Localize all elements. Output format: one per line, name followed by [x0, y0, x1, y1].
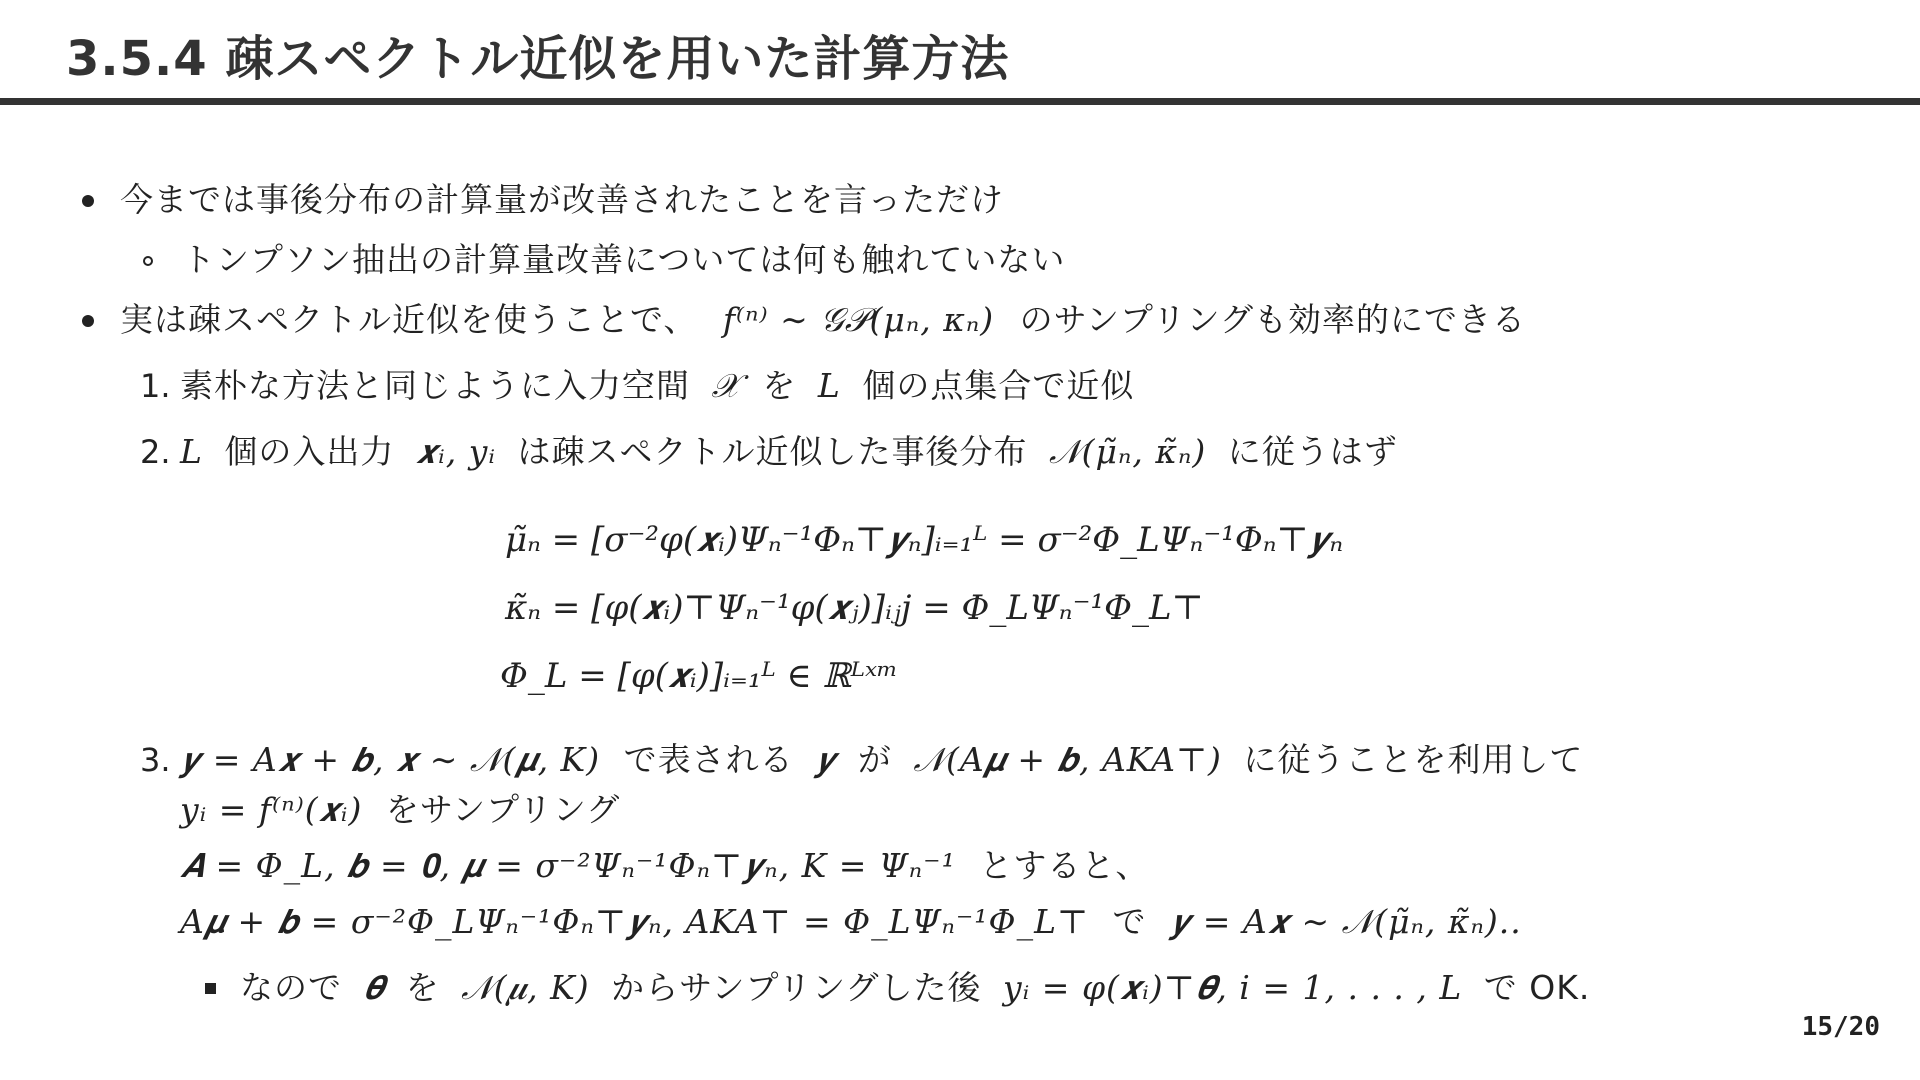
step-2-line — [180, 430, 1398, 474]
step-3-sub-text-a: なので — [240, 968, 342, 1007]
step-3-line-2-math: yᵢ = f⁽ⁿ⁾(𝒙ᵢ) — [180, 790, 363, 829]
step-3-sub-math-a: 𝜽 — [363, 968, 385, 1007]
step-3-math-b: 𝒚 — [815, 740, 837, 779]
step-3-line-4-math-a: A𝝁 + 𝒃 = σ⁻²Φ_LΨₙ⁻¹Φₙ⊤𝒚ₙ, AKA⊤ = Φ_LΨₙ⁻¹Φ_L⊤ — [180, 902, 1090, 941]
step-1-math-b: L — [817, 366, 841, 405]
step-2-text-c: に従うはず — [1227, 432, 1398, 471]
bullet-2-suffix: のサンプリングも効率的にできる — [1019, 300, 1526, 339]
title-underline — [0, 98, 1920, 105]
bullet-2-math: f⁽ⁿ⁾ ∼ 𝒢𝒫(μₙ, κₙ) — [722, 300, 995, 339]
step-1-number: 1. — [140, 367, 171, 405]
step-3-line-2-text: をサンプリング — [385, 790, 621, 829]
equation-kappa-tilde: κ̃ₙ = [φ(𝒙ᵢ)⊤Ψₙ⁻¹φ(𝒙ⱼ)]ᵢⱼj = Φ_LΨₙ⁻¹Φ_L⊤ — [505, 588, 1204, 628]
step-1-text-c: 個の点集合で近似 — [862, 366, 1135, 405]
step-1-text-a: 素朴な方法と同じように入力空間 — [180, 366, 690, 405]
bullet-circle-icon — [143, 256, 153, 266]
step-3-line-4-text: で — [1112, 902, 1147, 941]
step-3-sub-text-c: からサンプリングした後 — [611, 968, 982, 1007]
equation-mu-tilde: μ̃ₙ = [σ⁻²φ(𝒙ᵢ)Ψₙ⁻¹Φₙ⊤𝒚ₙ]ᵢ₌₁ᴸ = σ⁻²Φ_LΨₙ⁻¹Φₙ⊤𝒚ₙ — [505, 520, 1344, 560]
step-3-math-a: 𝒚 = A𝒙 + 𝒃, 𝒙 ∼ 𝒩(𝝁, K) — [180, 740, 601, 779]
bullet-1-text: 今までは事後分布の計算量が改善されたことを言っただけ — [120, 180, 1004, 219]
step-2-number: 2. — [140, 433, 171, 471]
step-3-line-3-text: とすると、 — [979, 846, 1150, 885]
step-3-text-b: が — [857, 740, 892, 779]
equation-phi-l: Φ_L = [φ(𝒙ᵢ)]ᵢ₌₁ᴸ ∈ ℝᴸˣᵐ — [500, 656, 898, 696]
slide-title: 3.5.4 疎スペクトル近似を用いた計算方法 — [66, 31, 1010, 87]
step-3-line-3 — [180, 844, 1149, 888]
step-3-line-4-math-b: 𝒚 = A𝒙 ∼ 𝒩(μ̃ₙ, κ̃ₙ).. — [1170, 902, 1522, 941]
step-3-line-1 — [180, 738, 1583, 782]
step-2-text-a: 個の入出力 — [224, 432, 395, 471]
step-1-math-a: 𝒳 — [711, 366, 741, 405]
step-3-sub-math-b: 𝒩(𝝁, K) — [461, 968, 590, 1007]
bullet-dot-icon — [82, 195, 94, 207]
step-3-number: 3. — [140, 741, 171, 779]
step-3-line-4 — [180, 900, 1522, 944]
step-2-text-b: は疎スペクトル近似した事後分布 — [517, 432, 1028, 471]
page-number: 15/20 — [1801, 1012, 1880, 1042]
bullet-2-prefix: 実は疎スペクトル近似を使うことで、 — [120, 300, 698, 339]
bullet-square-icon — [205, 983, 216, 994]
step-3-line-3-math: 𝑨 = Φ_L, 𝒃 = 𝟎, 𝝁 = σ⁻²Ψₙ⁻¹Φₙ⊤𝒚ₙ, K = Ψₙ⁻¹ — [180, 846, 956, 885]
step-3-math-c: 𝒩(A𝝁 + 𝒃, AKA⊤) — [913, 740, 1222, 779]
step-3-sub-math-c: yᵢ = φ(𝒙ᵢ)⊤𝜽, i = 1, . . . , L — [1003, 968, 1463, 1007]
step-3-sub-text-b: を — [405, 968, 440, 1007]
bullet-2-line — [120, 298, 1526, 342]
step-2-math-b: 𝒙ᵢ, yᵢ — [415, 432, 497, 471]
step-2-math-a: L — [180, 432, 203, 471]
step-3-sub-line — [240, 966, 1590, 1010]
step-3-sub-text-d: で OK. — [1483, 968, 1591, 1007]
step-1-text-b: を — [762, 366, 797, 405]
step-3-text-a: で表される — [623, 740, 794, 779]
bullet-dot-icon — [82, 315, 94, 327]
bullet-1-sub-text: トンプソン抽出の計算量改善については何も触れていない — [182, 240, 1066, 279]
step-1-line — [180, 364, 1134, 408]
step-3-line-2 — [180, 788, 620, 832]
step-2-math-c: 𝒩(μ̃ₙ, κ̃ₙ) — [1049, 432, 1207, 471]
step-3-text-c: に従うことを利用して — [1243, 740, 1584, 779]
